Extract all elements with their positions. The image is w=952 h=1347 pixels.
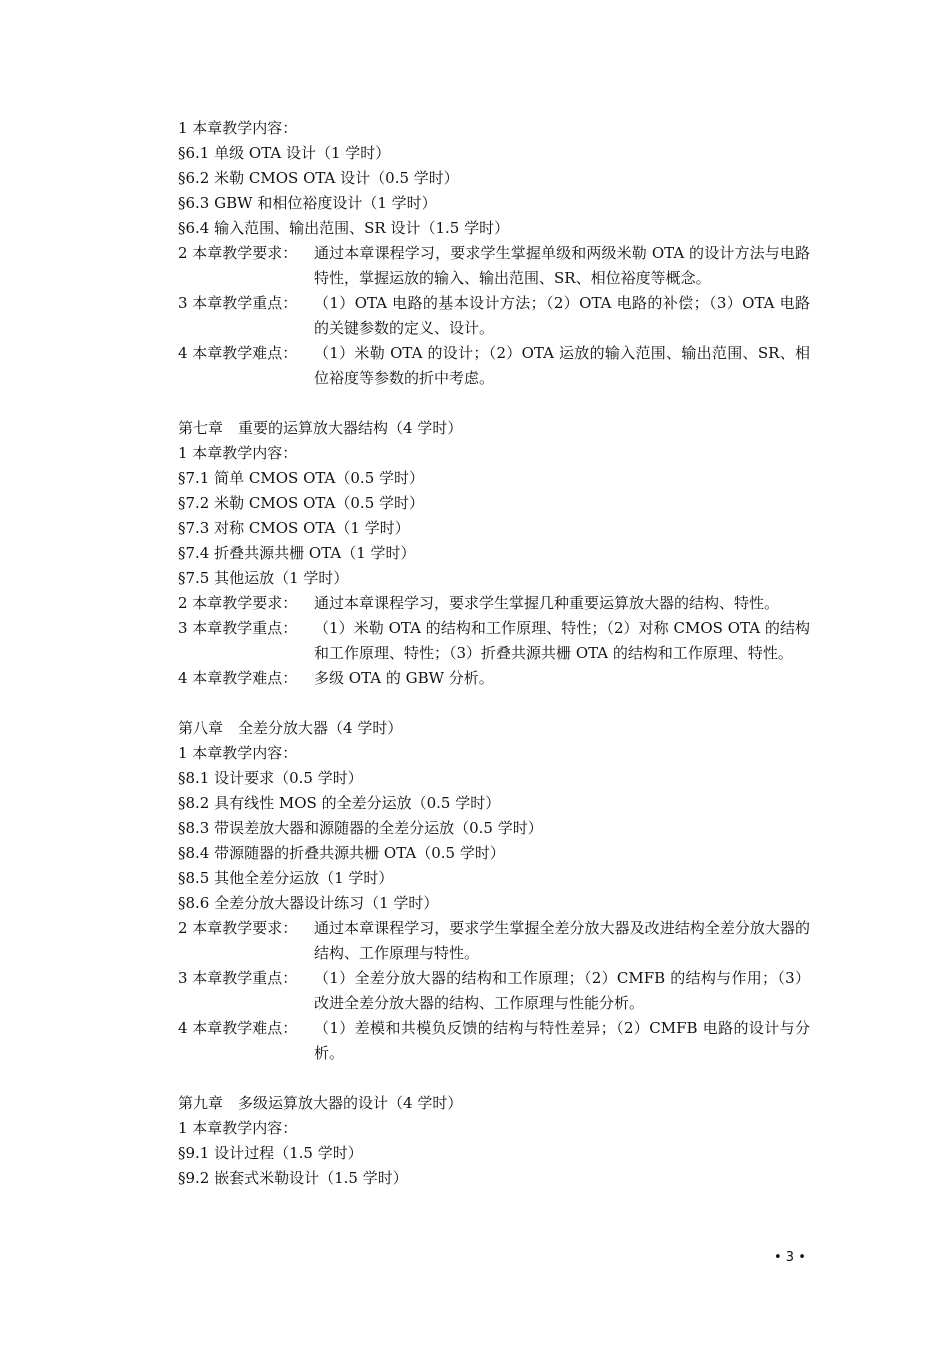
difficulties-text: 多级 OTA 的 GBW 分析。 [314, 669, 494, 687]
key-points-text: （1）米勒 OTA 的结构和工作原理、特性；（2）对称 CMOS OTA 的结构和工作原理、特性；（3）折叠共源共栅 OTA 的结构和工作原理、特性。 [314, 619, 810, 662]
ch7-content-title: 1 本章教学内容： [178, 444, 298, 462]
difficulties-label: 4 本章教学难点： [178, 669, 298, 687]
key-points-label: 3 本章教学重点： [178, 969, 298, 987]
ch8-item: §8.5 其他全差分运放（1 学时） [178, 869, 394, 887]
key-points-text: （1）全差分放大器的结构和工作原理；（2）CMFB 的结构与作用；（3）改进全差分放大器的结构、工作原理与性能分析。 [314, 969, 810, 1012]
document-body [178, 116, 810, 1191]
ch7-difficulties [178, 666, 810, 691]
page-number: • 3 • [774, 1250, 806, 1265]
ch9-content-title: 1 本章教学内容： [178, 1119, 298, 1137]
requirements-text: 通过本章课程学习，要求学生掌握几种重要运算放大器的结构、特性。 [314, 594, 780, 612]
ch8-requirements [178, 916, 810, 966]
ch8-item: §8.3 带误差放大器和源随器的全差分运放（0.5 学时） [178, 819, 543, 837]
ch8-item: §8.2 具有线性 MOS 的全差分运放（0.5 学时） [178, 794, 501, 812]
key-points-label: 3 本章教学重点： [178, 294, 298, 312]
difficulties-text: （1）米勒 OTA 的设计；（2）OTA 运放的输入范围、输出范围、SR、相位裕度等参数的折中考虑。 [314, 344, 810, 387]
difficulties-label: 4 本章教学难点： [178, 1019, 298, 1037]
ch6-difficulties [178, 341, 810, 391]
key-points-text: （1）OTA 电路的基本设计方法；（2）OTA 电路的补偿；（3）OTA 电路的关键参数的定义、设计。 [314, 294, 810, 337]
ch6-key-points [178, 291, 810, 341]
ch8-title: 第八章 全差分放大器（4 学时） [178, 719, 403, 737]
ch8-item: §8.4 带源随器的折叠共源共栅 OTA（0.5 学时） [178, 844, 505, 862]
ch7-item: §7.3 对称 CMOS OTA（1 学时） [178, 519, 410, 537]
ch6-item: §6.2 米勒 CMOS OTA 设计（0.5 学时） [178, 169, 459, 187]
ch8-item: §8.6 全差分放大器设计练习（1 学时） [178, 894, 439, 912]
ch6-item: §6.3 GBW 和相位裕度设计（1 学时） [178, 194, 437, 212]
requirements-text: 通过本章课程学习，要求学生掌握全差分放大器及改进结构全差分放大器的结构、工作原理与特性。 [314, 919, 810, 962]
ch8-item: §8.1 设计要求（0.5 学时） [178, 769, 363, 787]
ch6-requirements [178, 241, 810, 291]
ch7-requirements [178, 591, 810, 616]
difficulties-label: 4 本章教学难点： [178, 344, 298, 362]
difficulties-text: （1）差模和共模负反馈的结构与特性差异；（2）CMFB 电路的设计与分析。 [314, 1019, 810, 1062]
ch6-content-title: 1 本章教学内容： [178, 119, 298, 137]
ch7-item: §7.1 简单 CMOS OTA（0.5 学时） [178, 469, 425, 487]
ch9-title: 第九章 多级运算放大器的设计（4 学时） [178, 1094, 463, 1112]
ch8-content-title: 1 本章教学内容： [178, 744, 298, 762]
ch8-difficulties [178, 1016, 810, 1066]
ch7-item: §7.4 折叠共源共栅 OTA（1 学时） [178, 544, 416, 562]
ch7-item: §7.5 其他运放（1 学时） [178, 569, 349, 587]
requirements-text: 通过本章课程学习，要求学生掌握单级和两级米勒 OTA 的设计方法与电路特性，掌握运放的输入、输出范围、SR、相位裕度等概念。 [314, 244, 810, 287]
ch7-title: 第七章 重要的运算放大器结构（4 学时） [178, 419, 463, 437]
requirements-label: 2 本章教学要求： [178, 244, 298, 262]
key-points-label: 3 本章教学重点： [178, 619, 298, 637]
requirements-label: 2 本章教学要求： [178, 594, 298, 612]
ch7-item: §7.2 米勒 CMOS OTA（0.5 学时） [178, 494, 425, 512]
requirements-label: 2 本章教学要求： [178, 919, 298, 937]
ch9-item: §9.1 设计过程（1.5 学时） [178, 1144, 363, 1162]
ch6-item: §6.1 单级 OTA 设计（1 学时） [178, 144, 391, 162]
ch9-item: §9.2 嵌套式米勒设计（1.5 学时） [178, 1169, 408, 1187]
ch7-key-points [178, 616, 810, 666]
ch8-key-points [178, 966, 810, 1016]
ch6-item: §6.4 输入范围、输出范围、SR 设计（1.5 学时） [178, 219, 510, 237]
